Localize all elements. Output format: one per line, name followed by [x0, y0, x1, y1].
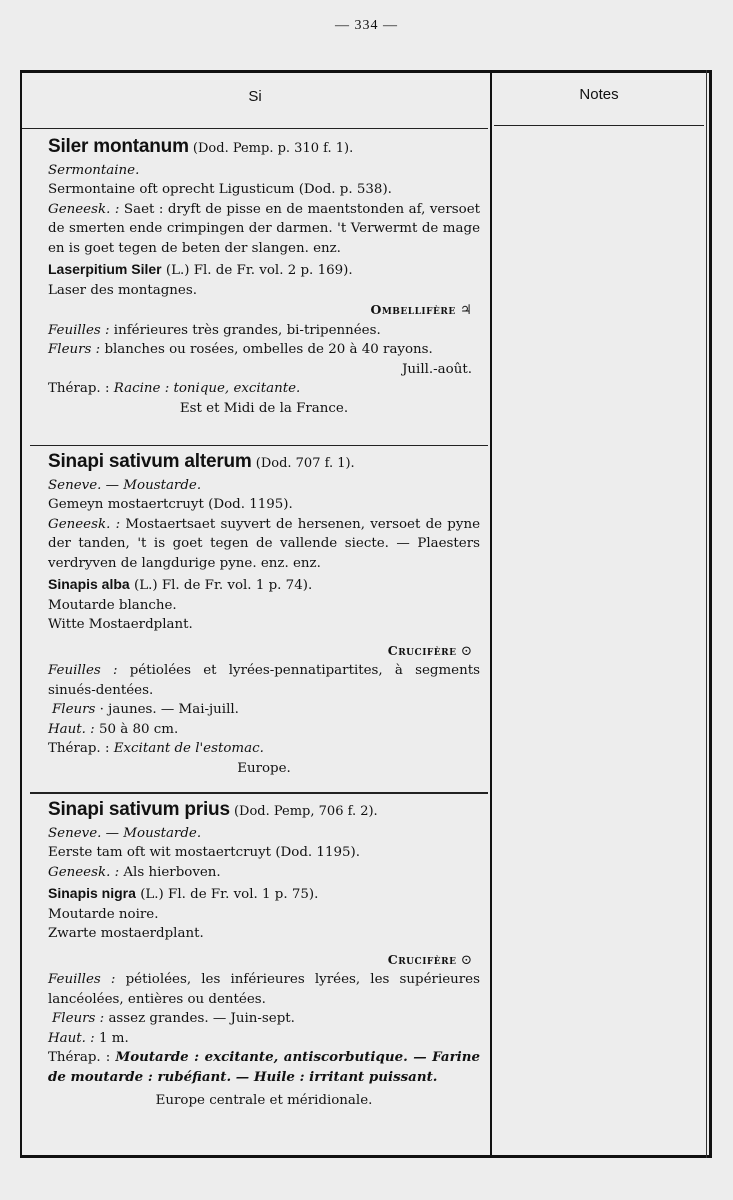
entry-haut: [48, 720, 480, 740]
haut-text: 1 m.: [98, 1030, 129, 1046]
entry-french-name: Moutarde noire.: [48, 906, 159, 922]
entry-latin: [48, 884, 480, 905]
entry-geneesk: [48, 863, 480, 883]
column-divider: [490, 70, 492, 1158]
haut-label: Haut. :: [48, 721, 95, 737]
entry-region: Europe.: [237, 760, 291, 776]
header-si: Si: [248, 88, 262, 105]
geneesk-text: Als hierboven.: [123, 864, 221, 880]
entry-french-name: Laser des montagnes.: [48, 282, 197, 298]
feuilles-label: Feuilles :: [48, 663, 118, 678]
entry-dutch-name: Eerste tam oft wit mostaertcruyt (Dod. 1195).: [48, 845, 360, 860]
family-name: Ombellifère: [370, 302, 456, 317]
entry-genus: Siler montanum: [48, 136, 189, 157]
latin-name: Laserpitium Siler: [48, 261, 162, 277]
therap-label: Thérap. :: [48, 381, 110, 396]
entry-siler-montanum: [48, 137, 480, 418]
geneesk-text: Saet : dryft de pisse en de maentstonden af, versoet de smerten ende crimpingen der darmen. 't Verwermt de mage en is goet tegen de beten der slangen. enz.: [48, 201, 480, 256]
entry-latin: [48, 260, 480, 281]
entry-geneesk: [48, 200, 480, 259]
fleurs-text: blanches ou rosées, ombelles de 20 à 40 rayons.: [104, 342, 433, 357]
haut-label: Haut. :: [48, 1030, 95, 1046]
fleurs-text: assez grandes. — Juin-sept.: [108, 1011, 295, 1026]
geneesk-label: Geneesk. :: [48, 864, 120, 880]
fleurs-label: Fleurs: [52, 702, 96, 717]
entry-feuilles: [48, 661, 480, 700]
entry-reference: (Dod. Pemp, 706 f. 2).: [233, 804, 378, 819]
entry-feuilles: [48, 970, 480, 1009]
header-rule-left: [22, 128, 488, 129]
latin-name: Sinapis alba: [48, 576, 130, 592]
fleurs-label: Fleurs :: [52, 1011, 105, 1026]
entry-dutch-name-2: Zwarte mostaerdplant.: [48, 926, 204, 941]
entry-therap: [48, 379, 480, 399]
header-rule-right: [494, 125, 704, 126]
family-name: Crucifère: [387, 951, 457, 967]
entry-family: [48, 641, 480, 662]
entry-family: [48, 300, 480, 321]
entry-reference: (Dod. 707 f. 1).: [255, 456, 355, 471]
entry-separator: [30, 445, 488, 446]
feuilles-text: pétiolées, les inférieures lyrées, les supérieures lancéolées, entières ou dentées.: [48, 972, 480, 1007]
entry-french-name: Moutarde blanche.: [48, 597, 177, 613]
entry-geneesk: [48, 515, 480, 574]
fleurs-text: · jaunes. — Mai-juill.: [99, 702, 239, 717]
entry-family: [48, 950, 480, 971]
feuilles-text: pétiolées et lyrées-pennatipartites, à segments sinués-dentées.: [48, 663, 480, 698]
annual-symbol: ⊙: [460, 643, 472, 659]
entry-genus: Sinapi sativum alterum: [48, 451, 252, 472]
therap-label: Thérap. :: [48, 741, 110, 756]
entry-sinapi-sativum-prius: [48, 800, 480, 1111]
fleurs-label: Fleurs :: [48, 342, 101, 357]
feuilles-label: Feuilles :: [48, 322, 110, 338]
entry-feuilles: [48, 321, 480, 341]
perennial-symbol: ♃: [459, 303, 472, 318]
entry-sinapi-sativum-alterum: [48, 452, 480, 778]
geneesk-label: Geneesk. :: [48, 201, 120, 217]
entry-flowering-time: Juill.-août.: [402, 361, 472, 377]
entry-dutch-name: Gemeyn mostaertcruyt (Dod. 1195).: [48, 497, 293, 512]
entry-common-name: Seneve. — Moustarde.: [48, 825, 202, 841]
feuilles-text: inférieures très grandes, bi-tripennées.: [113, 322, 381, 338]
geneesk-label: Geneesk. :: [48, 516, 121, 532]
entry-region: Europe centrale et méridionale.: [155, 1093, 373, 1108]
entry-reference: (Dod. Pemp. p. 310 f. 1).: [192, 141, 354, 156]
entry-haut: [48, 1029, 480, 1049]
entry-dutch-name: Sermontaine oft oprecht Ligusticum (Dod. p. 538).: [48, 182, 392, 197]
entry-therap: [48, 1048, 480, 1087]
geneesk-text: Mostaertsaet suyvert de hersenen, versoet de pyne der tanden, 't is goet tegen de vallende siecte. — Plaesters verdryven de langdurige pyne. enz. enz.: [48, 516, 480, 571]
annual-symbol: ⊙: [460, 952, 472, 968]
therap-text: Racine : tonique, excitante.: [113, 381, 301, 396]
entry-genus: Sinapi sativum prius: [48, 799, 230, 820]
entry-fleurs: [48, 700, 480, 720]
latin-reference: (L.) Fl. de Fr. vol. 2 p. 169).: [165, 263, 353, 278]
entry-dutch-name-2: Witte Mostaerdplant.: [48, 617, 193, 632]
entry-common-name: Sermontaine.: [48, 162, 140, 178]
latin-reference: (L.) Fl. de Fr. vol. 1 p. 75).: [140, 887, 319, 902]
haut-text: 50 à 80 cm.: [98, 721, 179, 737]
therap-text: Excitant de l'estomac.: [113, 741, 264, 756]
feuilles-label: Feuilles :: [48, 972, 116, 987]
entry-region: Est et Midi de la France.: [179, 400, 349, 416]
therap-text: Moutarde : excitante, antiscorbutique. — Farine de moutarde : rubéfiant. — Huile : irritant puissant.: [48, 1049, 480, 1085]
entry-fleurs: [48, 340, 480, 360]
family-name: Crucifère: [387, 642, 457, 658]
entry-latin: [48, 575, 480, 596]
header-notes: Notes: [579, 86, 619, 103]
entry-fleurs: [48, 1009, 480, 1029]
latin-name: Sinapis nigra: [48, 885, 136, 901]
column-divider-right: [706, 70, 707, 1158]
entry-therap: [48, 739, 480, 759]
entry-separator: [30, 792, 488, 794]
page-number: — 334 —: [335, 18, 398, 33]
entry-common-name: Seneve. — Moustarde.: [48, 477, 202, 493]
therap-label: Thérap. :: [48, 1050, 111, 1065]
latin-reference: (L.) Fl. de Fr. vol. 1 p. 74).: [133, 578, 313, 593]
